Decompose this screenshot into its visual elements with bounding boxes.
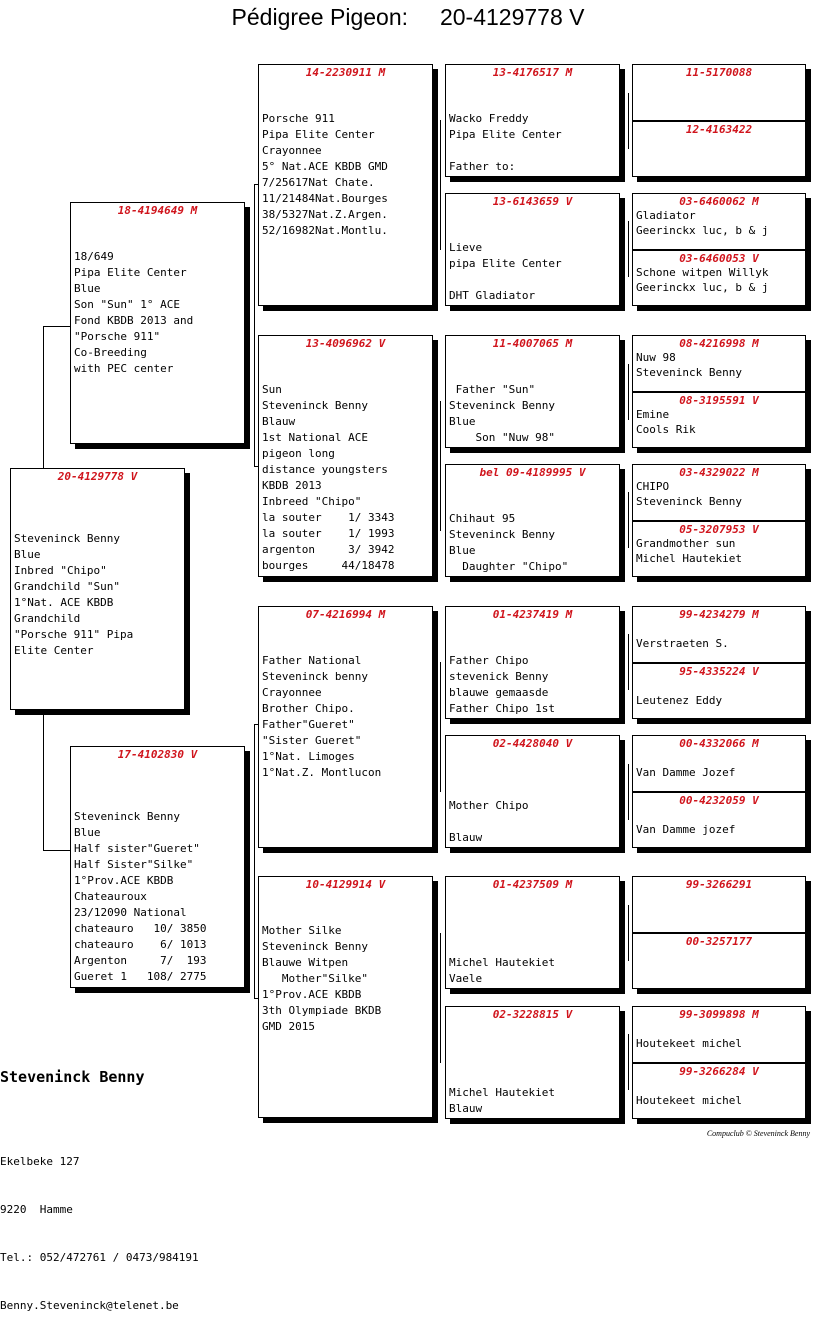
pigeon-card-gen4 [445,1006,620,1119]
ring-number: 13-4176517 M [492,66,573,79]
ring-number: 10-4129914 V [305,878,386,891]
gen5-dam: 99-3266284 V Houtekeet michel [633,1064,805,1108]
ring-number: 12-4163422 [685,123,753,136]
pigeon-info: Father "Sun" Steveninck Benny Blue Son "Nuw 98" [449,383,555,444]
owner-city: 9220 Hamme [0,1203,73,1216]
pigeon-info: Steveninck Benny Blue Inbred "Chipo" Grandchild "Sun" 1°Nat. ACE KBDB Grandchild "Porsche 911" Pipa Elite Center [14,532,134,657]
gen5-dam [633,934,805,948]
gen5-sire: 00-4332066 M Van Damme Jozef [633,737,805,780]
pigeon-info: Sun Steveninck Benny Blauw 1st National ACE pigeon long distance youngsters KBDB 2013 Inbreed "Chipo" la souter 1/ 3343 la souter 1/ 1993 argenton 3/ 3942 bourges 44/18478 [262,383,395,572]
ring-number: 11-4007065 M [492,337,573,350]
pigeon-card-gen5-pair [632,606,806,719]
pigeon-card-dam [70,746,245,988]
pigeon-card-gen4 [445,335,620,448]
ring-number: 00-4232059 V [679,794,759,807]
ring-number: 99-3266291 [685,878,753,891]
ring-number: bel 09-4189995 V [479,466,586,479]
gen5-sire [633,66,805,79]
pigeon-card-grandsire-maternal [258,606,433,848]
gen5-dam: 05-3207953 V Grandmother sun Michel Hautekiet [633,522,805,566]
ring-number: 99-3099898 M [679,1008,759,1021]
gen5-sire: 08-4216998 M Nuw 98 Steveninck Benny [633,337,805,380]
pigeon-card-gen5-pair [632,1006,806,1119]
pigeon-info: Michel Hautekiet Blauw [449,1086,555,1115]
ring-number: 00-3257177 [685,935,753,948]
ring-number: 17-4102830 V [117,748,198,761]
owner-phone: Tel.: 052/472761 / 0473/984191 [0,1251,199,1264]
gen5-sire: 99-4234279 M Verstraeten S. [633,608,805,651]
ring-number: 01-4237509 M [492,878,573,891]
gen5-sire: 03-6460062 M Gladiator Geerinckx luc, b & j [633,195,805,238]
pigeon-info: Wacko Freddy Pipa Elite Center Father to: [449,112,562,173]
pigeon-card-granddam-maternal [258,876,433,1118]
gen5-dam: 08-3195591 V Emine Cools Rik [633,393,805,437]
ring-number: 00-4332066 M [679,737,759,750]
pigeon-info: Mother Silke Steveninck Benny Blauwe Witpen Mother"Silke" 1°Prov.ACE KBDB 3th Olympiade BKDB GMD 2015 [262,924,382,1033]
ring-number: 95-4335224 V [679,665,759,678]
pigeon-info: Michel Hautekiet Vaele [449,956,555,985]
pigeon-info: 18/649 Pipa Elite Center Blue Son "Sun" 1° ACE Fond KBDB 2013 and "Porsche 911" Co-Breeding with PEC center [74,250,194,375]
pigeon-info: Steveninck Benny Blue Half sister"Gueret" Half Sister"Silke" 1°Prov.ACE KBDB Chateauroux 23/12090 National chateauro 10/ 3850 chateauro 6/ 1013 Argenton 7/ 193 Gueret 1 108/ 2775 [74,810,207,983]
ring-number: 99-4234279 M [679,608,759,621]
owner-email: Benny.Steveninck@telenet.be [0,1299,179,1312]
pigeon-info: Father National Steveninck benny Crayonnee Brother Chipo. Father"Gueret" "Sister Gueret" 1°Nat. Limoges 1°Nat.Z. Montlucon [262,654,382,779]
gen5-dam: 95-4335224 V Leutenez Eddy [633,664,805,708]
gen5-sire [633,878,805,891]
pigeon-card-gen4 [445,876,620,989]
ring-number: 02-4428040 V [492,737,573,750]
ring-number: 13-4096962 V [305,337,386,350]
ring-number: 13-6143659 V [492,195,573,208]
ring-number: 03-6460053 V [679,252,759,265]
gen5-sire: 99-3099898 M Houtekeet michel [633,1008,805,1051]
ring-number: 05-3207953 V [679,523,759,536]
ring-number: 18-4194649 M [117,204,198,217]
pigeon-card-gen5-pair [632,64,806,177]
gen5-sire: 03-4329022 M CHIPO Steveninck Benny [633,466,805,509]
ring-number: 08-3195591 V [679,394,759,407]
ring-number: 11-5170088 [685,66,753,79]
pigeon-card-gen5-pair [632,464,806,577]
pigeon-info: Chihaut 95 Steveninck Benny Blue Daughter "Chipo" [449,512,569,573]
pigeon-card-granddam-paternal [258,335,433,577]
pigeon-card-gen5-pair [632,735,806,848]
owner-block [0,1035,199,1330]
owner-name: Steveninck Benny [0,1068,145,1086]
pigeon-info: Mother Chipo Blauw [449,799,529,844]
pigeon-card-gen5-pair [632,335,806,448]
ring-number: 14-2230911 M [305,66,386,79]
pigeon-card-gen4 [445,193,620,306]
ring-number: 02-3228815 V [492,1008,573,1021]
gen5-dam [633,122,805,136]
ring-number: 01-4237419 M [492,608,573,621]
ring-number: 07-4216994 M [305,608,386,621]
pigeon-card-subject [10,468,185,710]
page-title: Pédigree Pigeon: 20-4129778 V [231,4,585,30]
pigeon-card-gen5-pair [632,193,806,306]
ring-number: 20-4129778 V [57,470,138,483]
pigeon-card-gen5-pair [632,876,806,989]
ring-number: 99-3266284 V [679,1065,759,1078]
gen5-dam: 00-4232059 V Van Damme jozef [633,793,805,837]
pigeon-info: Porsche 911 Pipa Elite Center Crayonnee 5° Nat.ACE KBDB GMD 7/25617Nat Chate. 11/21484Nat.Bourges 38/5327Nat.Z.Argen. 52/16982Nat.Montlu. [262,112,388,237]
pigeon-info: Father Chipo stevenick Benny blauwe gemaasde Father Chipo 1st [449,654,555,715]
pigeon-card-gen4 [445,606,620,719]
ring-number: 03-6460062 M [679,195,759,208]
owner-street: Ekelbeke 127 [0,1155,80,1168]
pigeon-card-grandsire-paternal [258,64,433,306]
footer-credit: Compuclub © Steveninck Benny [706,1129,810,1138]
ring-number: 03-4329022 M [679,466,759,479]
gen5-dam: 03-6460053 V Schone witpen Willyk Geerinckx luc, b & j [633,251,805,295]
pigeon-card-gen4 [445,464,620,577]
pigeon-card-gen4 [445,735,620,848]
pigeon-card-sire [70,202,245,444]
ring-number: 08-4216998 M [679,337,759,350]
pigeon-info: Lieve pipa Elite Center DHT Gladiator [449,241,562,302]
pigeon-card-gen4 [445,64,620,177]
